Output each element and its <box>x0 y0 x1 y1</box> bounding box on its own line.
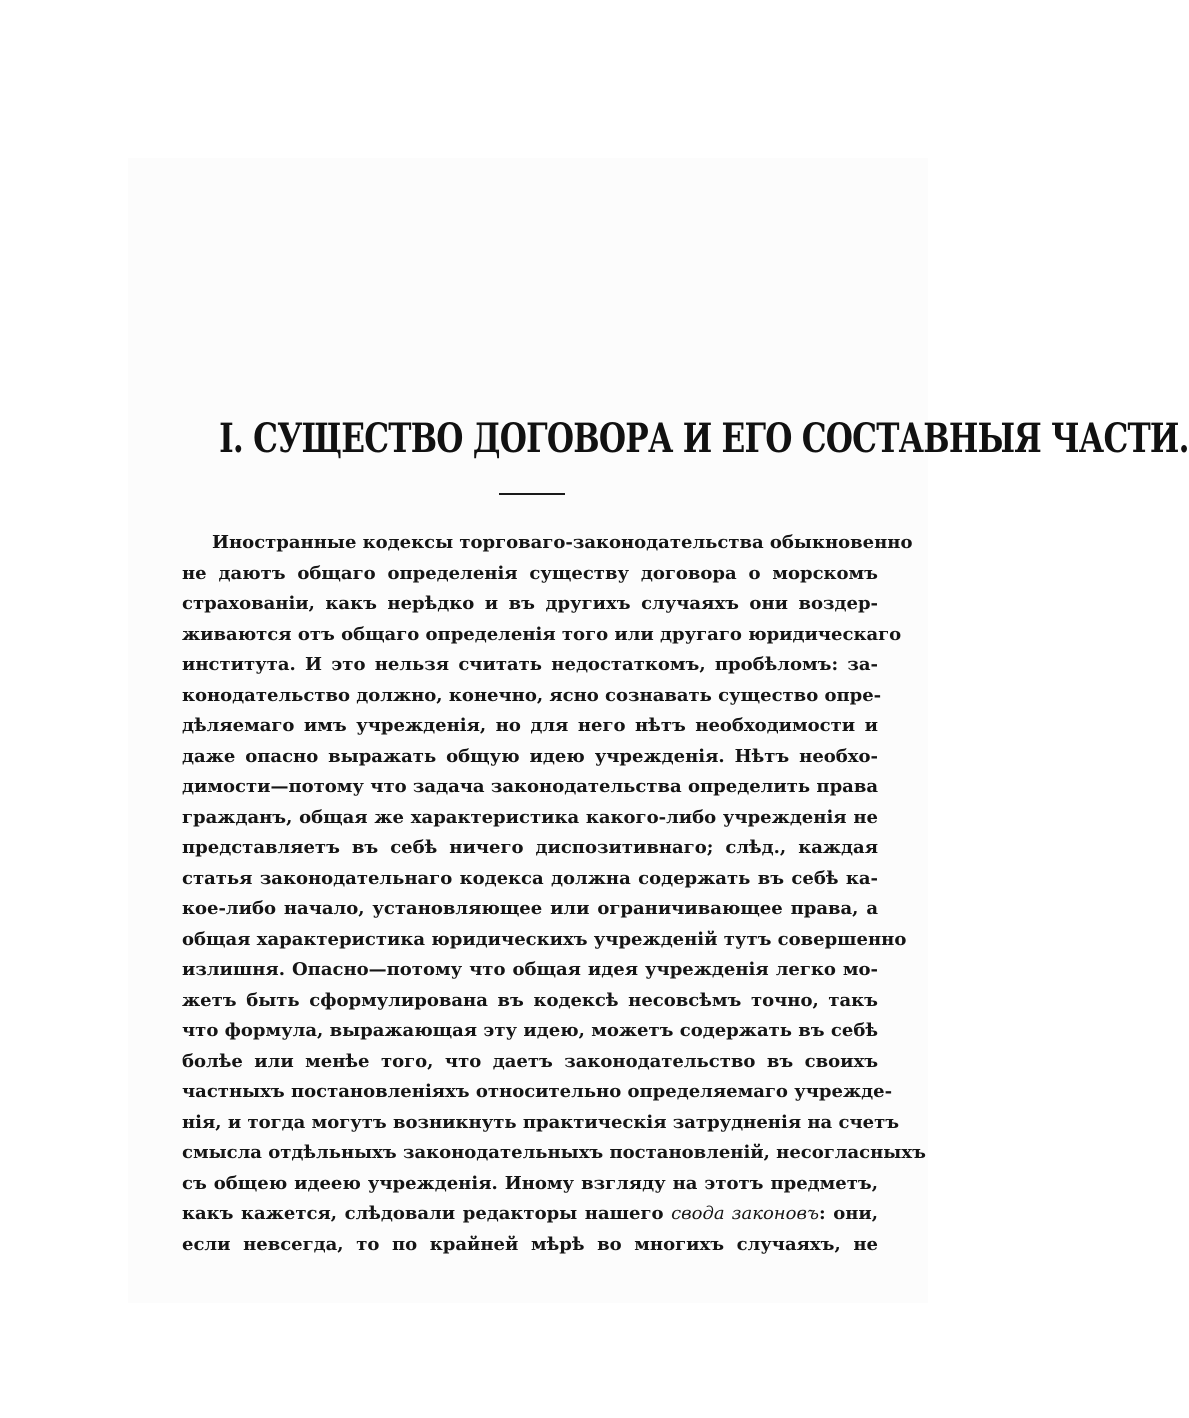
text-line: живаются отъ общаго определенія того или другаго юридическаго <box>182 623 902 645</box>
title-divider <box>499 493 565 495</box>
text-line: излишня. Опасно—потому что общая идея учрежденія легко мо- <box>182 959 878 980</box>
text-line: общая характеристика юридическихъ учрежденій тутъ совершенно <box>182 928 907 950</box>
text-segment: : они, <box>818 1203 879 1224</box>
text-line: конодательство должно, конечно, ясно сознавать существо опре- <box>182 684 882 706</box>
text-line: кое-либо начало, установляющее или ограничивающее права, а <box>182 898 878 919</box>
text-line: болѣе или менѣе того, что даетъ законодательство въ своихъ <box>182 1050 878 1072</box>
italic-term: свода законовъ <box>671 1203 819 1224</box>
text-line: смысла отдѣльныхъ законодательныхъ постановленій, несогласныхъ <box>182 1142 926 1163</box>
text-line: не даютъ общаго определенія существу договора о морскомъ <box>182 562 878 584</box>
text-line: нія, и тогда могутъ возникнуть практическія затрудненія на счетъ <box>182 1111 900 1133</box>
text-line: статья законодательнаго кодекса должна содержать въ себѣ ка- <box>182 867 878 889</box>
text-line: представляетъ въ себѣ ничего диспозитивнаго; слѣд., каждая <box>182 837 878 858</box>
text-line: съ общею идеею учрежденія. Иному взгляду на этотъ предметъ, <box>182 1172 878 1194</box>
text-line: жетъ быть сформулирована въ кодексѣ несовсѣмъ точно, такъ <box>182 989 878 1011</box>
text-line: даже опасно выражать общую идею учрежденія. Нѣтъ необхо- <box>182 745 878 767</box>
text-line: института. И это нельзя считать недостаткомъ, пробѣломъ: за- <box>182 654 878 675</box>
text-line: что формула, выражающая эту идею, можетъ содержать въ себѣ <box>182 1020 878 1041</box>
text-line: частныхъ постановленіяхъ относительно определяемаго учрежде- <box>182 1081 893 1102</box>
chapter-title: I. СУЩЕСТВО ДОГОВОРА И ЕГО СОСТАВНЫЯ ЧАСТИ. <box>219 415 1189 462</box>
text-segment: какъ кажется, слѣдовали редакторы нашего <box>182 1203 672 1224</box>
text-line: если невсегда, то по крайней мѣрѣ во многихъ случаяхъ, не <box>182 1233 878 1255</box>
text-line: гражданъ, общая же характеристика какого-либо учрежденія не <box>182 806 878 828</box>
text-line: страхованіи, какъ нерѣдко и въ другихъ случаяхъ они воздер- <box>182 593 878 614</box>
body-text <box>182 528 926 1260</box>
text-line: Иностранные кодексы торговаго-законодательства обыкновенно <box>212 532 913 553</box>
text-line-with-italic <box>182 1199 878 1230</box>
text-line: димости—потому что задача законодательства определить права <box>182 776 878 797</box>
text-line: дѣляемаго имъ учрежденія, но для него нѣтъ необходимости и <box>182 715 878 736</box>
